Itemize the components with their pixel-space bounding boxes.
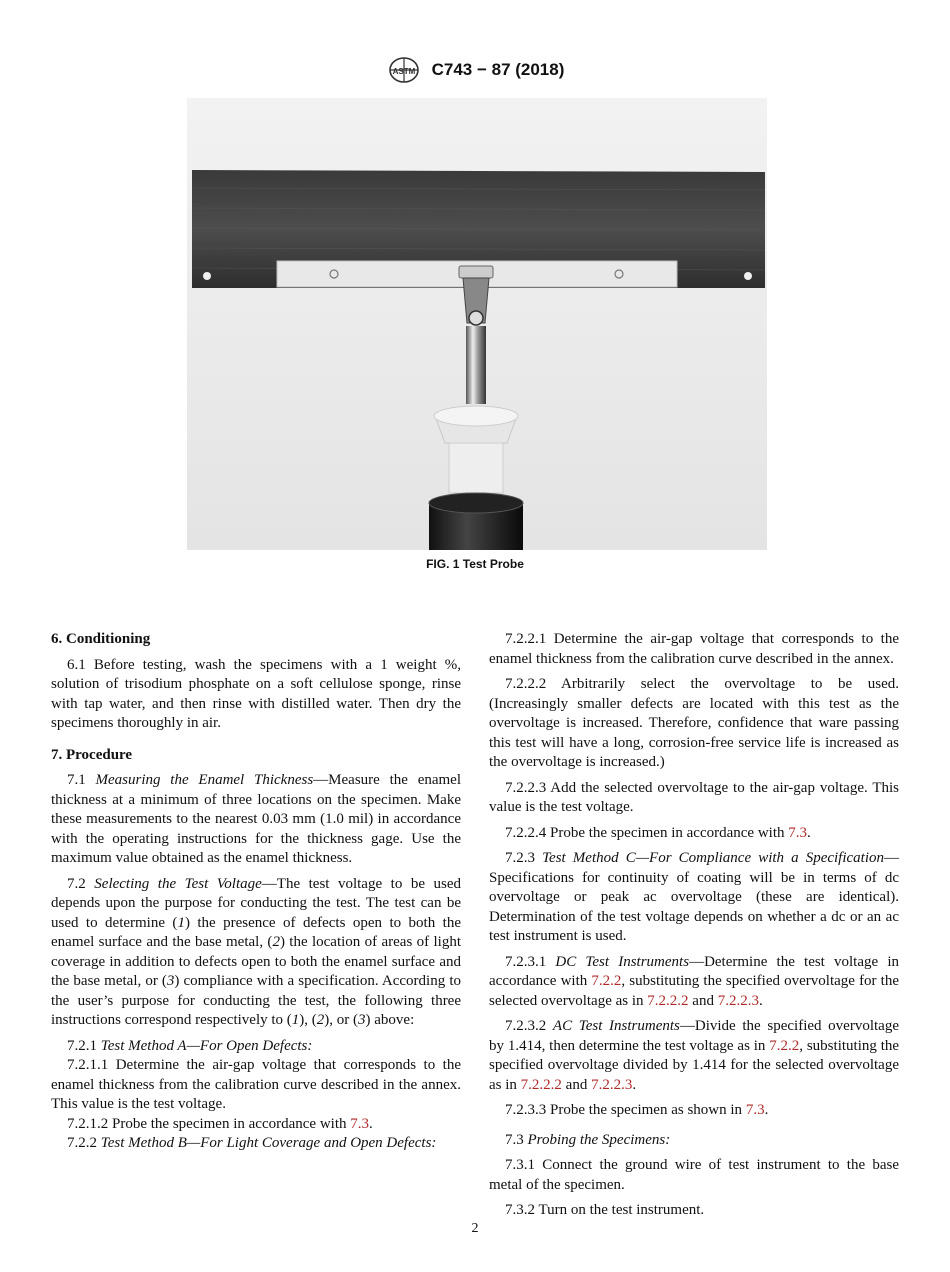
para-7-2-2-2: 7.2.2.2 Arbitrarily select the overvoltage to be used. (Increasingly smaller defects are located with this test as the overvoltage is increased. Therefore, confidence that ware passing this test will have a long, corrosion-free service life is increased as the overvoltage is increased.) [489, 676, 899, 770]
para-7-2-1-2: 7.2.1.2 Probe the specimen in accordance with 7.3. [67, 1115, 373, 1132]
ref-link-7-2-2-2[interactable]: 7.2.2.2 [520, 1076, 562, 1093]
para-6-1: 6.1 Before testing, wash the specimens with a 1 weight %, solution of trisodium phosphate on a soft cellulose sponge, rinse with tap water, and then rinse with distilled water. Then dry the specimens thoroughly in air. [51, 656, 461, 731]
para-7-3-1: 7.3.1 Connect the ground wire of test instrument to the base metal of the specimen. [489, 1157, 899, 1193]
page-number: 2 [471, 1221, 479, 1236]
para-7-2-3-3: 7.2.3.3 Probe the specimen as shown in 7.3. [505, 1102, 769, 1118]
ref-link-7-2-2-3[interactable]: 7.2.2.3 [717, 992, 759, 1009]
para-7-2-2: 7.2.2 Test Method B—For Light Coverage and Open Defects: [67, 1135, 437, 1151]
section-6-heading: 6. Conditioning [51, 631, 151, 647]
para-7-2-1: 7.2.1 Test Method A—For Open Defects: [67, 1037, 313, 1054]
ref-link-7-2-2-3[interactable]: 7.2.2.3 [591, 1076, 633, 1093]
para-7-2-3: 7.2.3 Test Method C—For Compliance with a Specification—Specifications for continuity of coating will be in terms of dc overvoltage or peak ac overvoltage (these are identical). Determination of the test voltage depends on whether a dc or an ac test instrument is used. [489, 850, 900, 944]
para-7-2-3-2: 7.2.3.2 AC Test Instruments—Divide the specified overvoltage by 1.414, then determine the test voltage as in 7.2.2, substituting the specified overvoltage divided by 1.414 for the selected overvoltage as in 7.2.2.2 and 7.2.2.3. [489, 1018, 900, 1093]
para-7-2-2-1: 7.2.2.1 Determine the air-gap voltage that corresponds to the enamel thickness from the calibration curve described in the annex. [489, 631, 899, 667]
section-7-heading: 7. Procedure [51, 746, 133, 763]
ref-link-7-2-2[interactable]: 7.2.2 [769, 1037, 800, 1054]
page-header [0, 56, 950, 84]
para-7-2-1-1: 7.2.1.1 Determine the air-gap voltage that corresponds to the enamel thickness from the calibration curve described in the annex. This value is the test voltage. [51, 1057, 461, 1112]
para-7-2-3-1: 7.2.3.1 DC Test Instruments—Determine the test voltage in accordance with 7.2.2, substituting the specified overvoltage for the selected overvoltage as in 7.2.2.2 and 7.2.2.3. [489, 953, 900, 1009]
para-7-2-2-4: 7.2.2.4 Probe the specimen in accordance with 7.3. [505, 824, 811, 841]
astm-logo-icon [386, 56, 422, 84]
ref-link-7-3[interactable]: 7.3 [350, 1115, 369, 1132]
ref-link-7-2-2-2[interactable]: 7.2.2.2 [647, 992, 689, 1009]
ref-link-7-3[interactable]: 7.3 [745, 1102, 765, 1118]
left-column [51, 630, 461, 1154]
para-7-1: 7.1 Measuring the Enamel Thickness—Measure the enamel thickness at a minimum of three locations on the specimen. Make these measurements to the nearest 0.03 mm (1.0 mil) in accordance with the operating instructions for the thickness gage. Use the maximum value obtained as the enamel thickness. [51, 772, 462, 866]
para-7-2: 7.2 Selecting the Test Voltage—The test voltage to be used depends upon the purpose for conducting the test. The test can be used to determine (1) the presence of defects open to both the enamel surface and the base metal, (2) the location of areas of light coverage in addition to defects open to both the enamel surface and the base metal, or (3) compliance with a specification. According to the user’s purpose for conducting the test, the following three instructions correspond respectively to (1), (2), or (3) above: [51, 875, 462, 1028]
ref-link-7-3[interactable]: 7.3 [788, 824, 807, 841]
ref-link-7-2-2[interactable]: 7.2.2 [591, 973, 622, 989]
figure-caption: FIG. 1 Test Probe [426, 557, 524, 571]
right-column [489, 630, 899, 1227]
document-designation: C743 − 87 (2018) [431, 60, 565, 79]
para-7-2-2-3: 7.2.2.3 Add the selected overvoltage to the air-gap voltage. This value is the test voltage. [489, 779, 899, 815]
svg-text:ASTM: ASTM [392, 67, 415, 76]
para-7-3: 7.3 Probing the Specimens: [505, 1131, 671, 1148]
para-7-3-2: 7.3.2 Turn on the test instrument. [505, 1202, 705, 1218]
test-probe-photo [187, 98, 767, 550]
